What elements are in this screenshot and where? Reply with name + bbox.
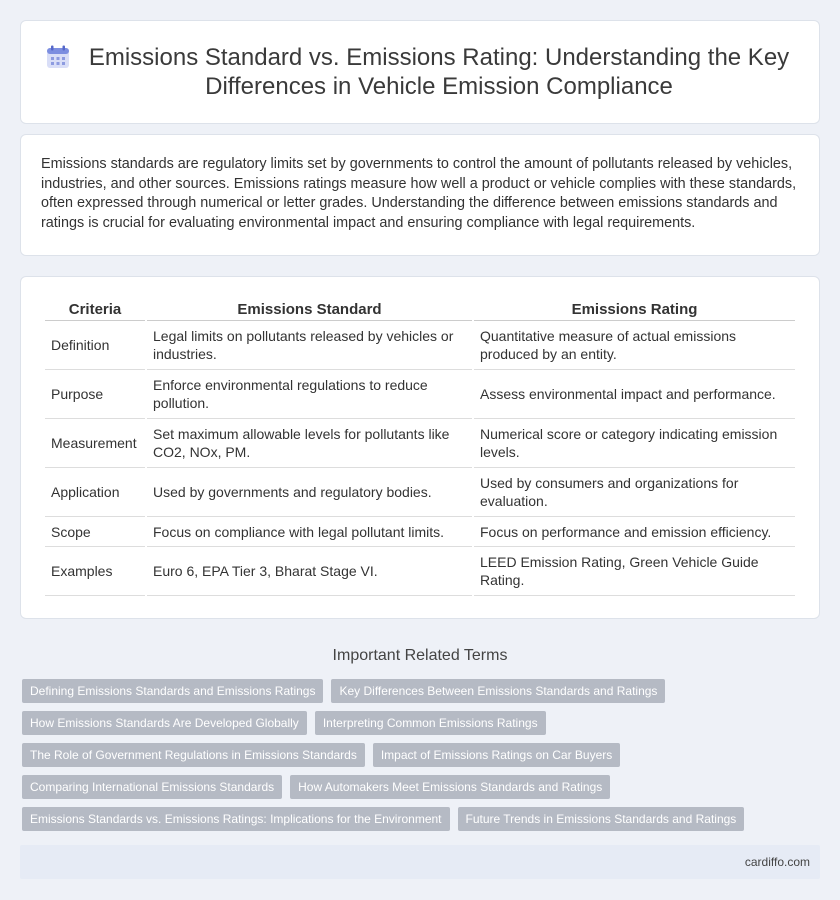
table-row <box>45 468 795 517</box>
comparison-table-card <box>20 276 820 619</box>
table-row <box>45 547 795 596</box>
column-header-standard: Emissions Standard <box>147 297 472 321</box>
related-terms-section <box>0 647 840 831</box>
table-row <box>45 517 795 547</box>
page-title: Emissions Standard vs. Emissions Rating: Understanding the Key Differences in Vehicle Emission Compliance <box>88 44 790 100</box>
table-row <box>45 321 795 370</box>
table-cell-rating: Used by consumers and organizations for evaluation. <box>474 468 795 517</box>
related-tag[interactable]: How Emissions Standards Are Developed Globally <box>22 711 307 735</box>
table-cell-rating: Numerical score or category indicating emission levels. <box>474 419 795 468</box>
table-cell-standard: Legal limits on pollutants released by vehicles or industries. <box>147 321 472 370</box>
related-tag[interactable]: How Automakers Meet Emissions Standards and Ratings <box>290 775 610 799</box>
comparison-table <box>43 297 797 596</box>
related-tag[interactable]: Defining Emissions Standards and Emissions Ratings <box>22 679 323 703</box>
page-header <box>20 20 820 124</box>
related-tag[interactable]: Key Differences Between Emissions Standards and Ratings <box>331 679 665 703</box>
footer <box>20 845 820 879</box>
table-row <box>45 370 795 419</box>
related-terms-title: Important Related Terms <box>332 647 508 664</box>
related-tag[interactable]: Comparing International Emissions Standards <box>22 775 282 799</box>
related-tag[interactable]: The Role of Government Regulations in Emissions Standards <box>22 743 365 767</box>
table-cell-standard: Set maximum allowable levels for pollutants like CO2, NOx, PM. <box>147 419 472 468</box>
related-tag[interactable]: Emissions Standards vs. Emissions Ratings: Implications for the Environment <box>22 807 450 831</box>
table-cell-standard: Focus on compliance with legal pollutant limits. <box>147 517 472 547</box>
related-tag[interactable]: Impact of Emissions Ratings on Car Buyers <box>373 743 620 767</box>
footer-site-link[interactable]: cardiffo.com <box>744 855 810 869</box>
table-cell-criteria: Definition <box>45 321 145 370</box>
column-header-rating: Emissions Rating <box>474 297 795 321</box>
table-cell-rating: Quantitative measure of actual emissions produced by an entity. <box>474 321 795 370</box>
table-header-row <box>45 297 795 321</box>
table-cell-rating: Assess environmental impact and performance. <box>474 370 795 419</box>
calendar-icon <box>45 44 71 70</box>
table-cell-rating: LEED Emission Rating, Green Vehicle Guide Rating. <box>474 547 795 596</box>
related-tags <box>0 679 840 831</box>
table-cell-rating: Focus on performance and emission efficiency. <box>474 517 795 547</box>
column-header-criteria: Criteria <box>45 297 145 321</box>
intro-text: Emissions standards are regulatory limits set by governments to control the amount of pollutants released by vehicles, industries, and other sources. Emissions ratings measure how well a product or vehicle complies with these standards, often expressed through numerical or letter grades. Understanding the difference between emissions standards and ratings is crucial for evaluating environmental impact and ensuring compliance with legal requirements. <box>41 156 797 231</box>
table-cell-criteria: Purpose <box>45 370 145 419</box>
table-cell-criteria: Application <box>45 468 145 517</box>
intro-section <box>20 134 820 256</box>
table-cell-criteria: Measurement <box>45 419 145 468</box>
table-row <box>45 419 795 468</box>
related-tag[interactable]: Future Trends in Emissions Standards and Ratings <box>458 807 745 831</box>
table-cell-standard: Euro 6, EPA Tier 3, Bharat Stage VI. <box>147 547 472 596</box>
related-tag[interactable]: Interpreting Common Emissions Ratings <box>315 711 546 735</box>
table-cell-standard: Enforce environmental regulations to reduce pollution. <box>147 370 472 419</box>
table-cell-criteria: Examples <box>45 547 145 596</box>
table-cell-criteria: Scope <box>45 517 145 547</box>
table-cell-standard: Used by governments and regulatory bodies. <box>147 468 472 517</box>
